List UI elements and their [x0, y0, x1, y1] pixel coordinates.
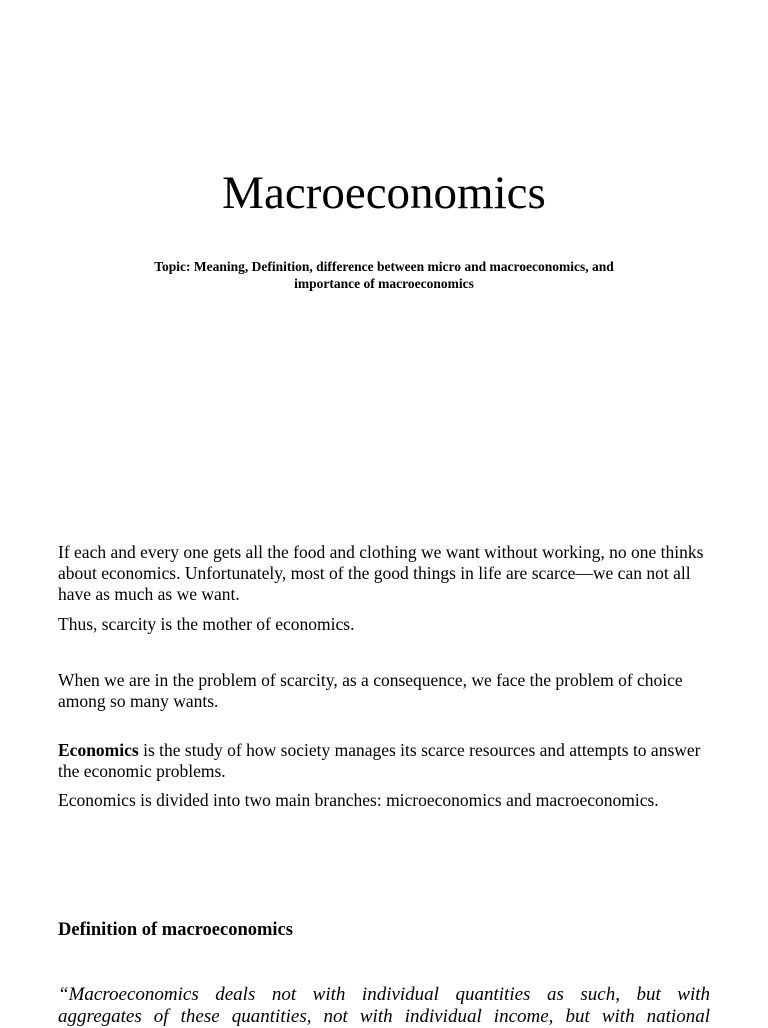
document-title: Macroeconomics — [222, 167, 546, 219]
subtitle-line-2: importance of macroeconomics — [294, 276, 474, 291]
economics-definition-text: is the study of how society manages its scarce resources and attempts to answer the economic problems. — [58, 740, 701, 781]
quote-line-2: aggregates of these quantities, not with individual income, but with national — [58, 1006, 710, 1027]
document-subtitle — [100, 258, 668, 292]
paragraph-choice-problem: When we are in the problem of scarcity, as a consequence, we face the problem of choice among so many wants. — [58, 670, 683, 711]
quote-line-1: “Macroeconomics deals not with individual quantities as such, but with — [58, 984, 710, 1005]
paragraph-scarcity-mother: Thus, scarcity is the mother of economics. — [58, 614, 355, 634]
paragraph-economics-definition — [58, 740, 718, 782]
section-heading-definition: Definition of macroeconomics — [58, 920, 293, 940]
paragraph-economics-branches: Economics is divided into two main branches: microeconomics and macroeconomics. — [58, 790, 659, 810]
paragraph-scarcity-intro: If each and every one gets all the food and clothing we want without working, no one thinks about economics. Unfortunately, most of the good things in life are scarce—we can not all have as much as we want. — [58, 542, 704, 604]
economics-term: Economics — [58, 740, 139, 760]
subtitle-line-1: Topic: Meaning, Definition, difference between micro and macroeconomics, and — [154, 259, 614, 274]
definition-quote — [58, 984, 710, 1028]
